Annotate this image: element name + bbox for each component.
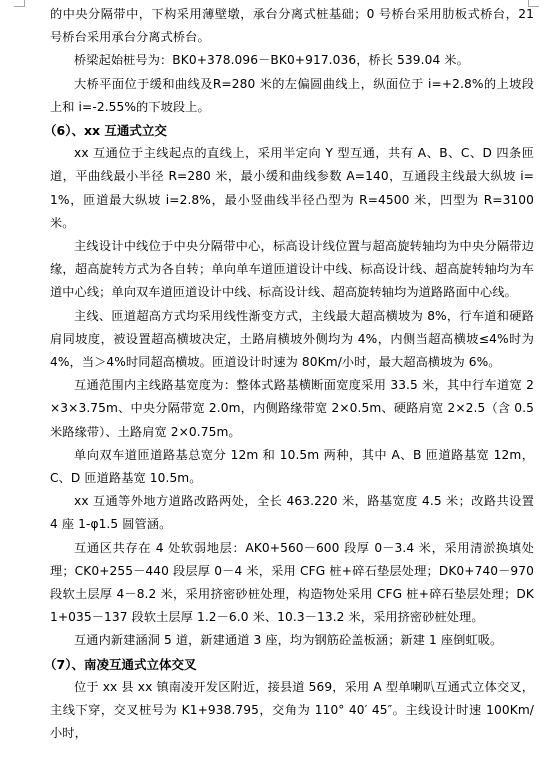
section-heading-7: （7）、南凌互通式立体交叉 (44, 656, 197, 672)
paragraph-interchange-overview: xx 互通位于主线起点的直线上，采用半定向 Y 型互通，共有 A、B、C、D 四条匝道，平曲线最小半径 R=280 米，最小缓和曲线参数 A=140，互通段主线最大纵坡 i=1%，匝道最大纵坡 i=2.8%，最小竖曲线半径凸型为 R=4500 米，凹型为 R=3100 米。 (50, 146, 534, 230)
paragraph-culverts: 互通内新建涵洞 5 道，新建通道 3 座，均为钢筋砼盖板涵；新建 1 座倒虹吸。 (74, 633, 503, 648)
paragraph-bridge-stations: 桥梁起始桩号为：BK0+378.096－BK0+917.036，桥长 539.04 米。 (74, 53, 469, 68)
paragraph-local-roads: xx 互通等外地方道路改路两处，全长 463.220 米，路基宽度 4.5 米；改路共设置 4 座 1-φ1.5 圆管涵。 (50, 494, 534, 532)
paragraph-design-centerline: 主线设计中线位于中央分隔带中心，标高设计线位置与超高旋转轴均为中央分隔带边缘，超高旋转方式为各自转；单向单车道匝道设计中线、标高设计线、超高旋转轴均为车道中心线；单向双车道匝道设计中线、标高设计线、超高旋转轴均为道路路面中心线。 (50, 239, 534, 300)
paragraph-nanling-interchange: 位于 xx 县 xx 镇南凌开发区附近，接县道 569，采用 A 型单喇叭互通式立体交叉，主线下穿，交叉桩号为 K1+938.795，交角为 110° 40′ 45″。主线设计时速 100Km/小时， (50, 679, 534, 741)
paragraph-soft-soil: 互通区共存在 4 处软弱地层：AK0+560－600 段厚 0－3.4 米，采用清淤换填处理；CK0+255－440 段层厚 0－4 米，采用 CFG 桩+碎石垫层处理；DK0+740－970 段软土层厚 4－8.2 米，采用挤密砂桩处理，构造物处采用 CFG 桩+碎石垫层处理；DK1+035－137 段软土层厚 1.2－6.0 米、10.3－13.2 米，采用挤密砂桩处理。 (50, 540, 534, 625)
document-body (44, 3, 534, 746)
paragraph-superelevation: 主线、匝道超高方式均采用线性渐变方式，主线最大超高横坡为 8%，行车道和硬路肩同坡度，被设置超高横坡决定，土路肩横坡外侧均为 4%，内侧当超高横坡≤4%时为 4%，当＞4%时同超高横坡。匝道设计时速为 80Km/小时，最大超高横坡为 6%。 (50, 308, 534, 370)
paragraph-subgrade-width: 互通范围内主线路基宽度为：整体式路基横断面宽度采用 33.5 米，其中行车道宽 2×3×3.75m、中央分隔带宽 2.0m，内侧路缘带宽 2×0.5m、硬路肩宽 2×2.5（含 0.5 米路缘带）、土路肩宽 2×0.75m。 (50, 378, 534, 439)
paragraph-bridge-alignment: 大桥平面位于缓和曲线及R=280 米的左偏圆曲线上，纵面位于 i=+2.8%的上坡段上和 i=-2.55%的下坡段上。 (50, 76, 534, 114)
page-corner-mark-left (14, 0, 25, 7)
paragraph-ramp-width: 单向双车道匝道路基总宽分 12m 和 10.5m 两种，其中 A、B 匝道路基宽 12m，C、D 匝道路基宽 10.5m。 (50, 447, 534, 486)
paragraph-bridge-substructure: 的中央分隔带中，下构采用薄壁墩，承台分离式桩基础；0 号桥台采用肋板式桥台，21 号桥台采用承台分离式桥台。 (50, 7, 534, 45)
section-heading-6: （6）、xx 互通式立交 (44, 123, 167, 139)
